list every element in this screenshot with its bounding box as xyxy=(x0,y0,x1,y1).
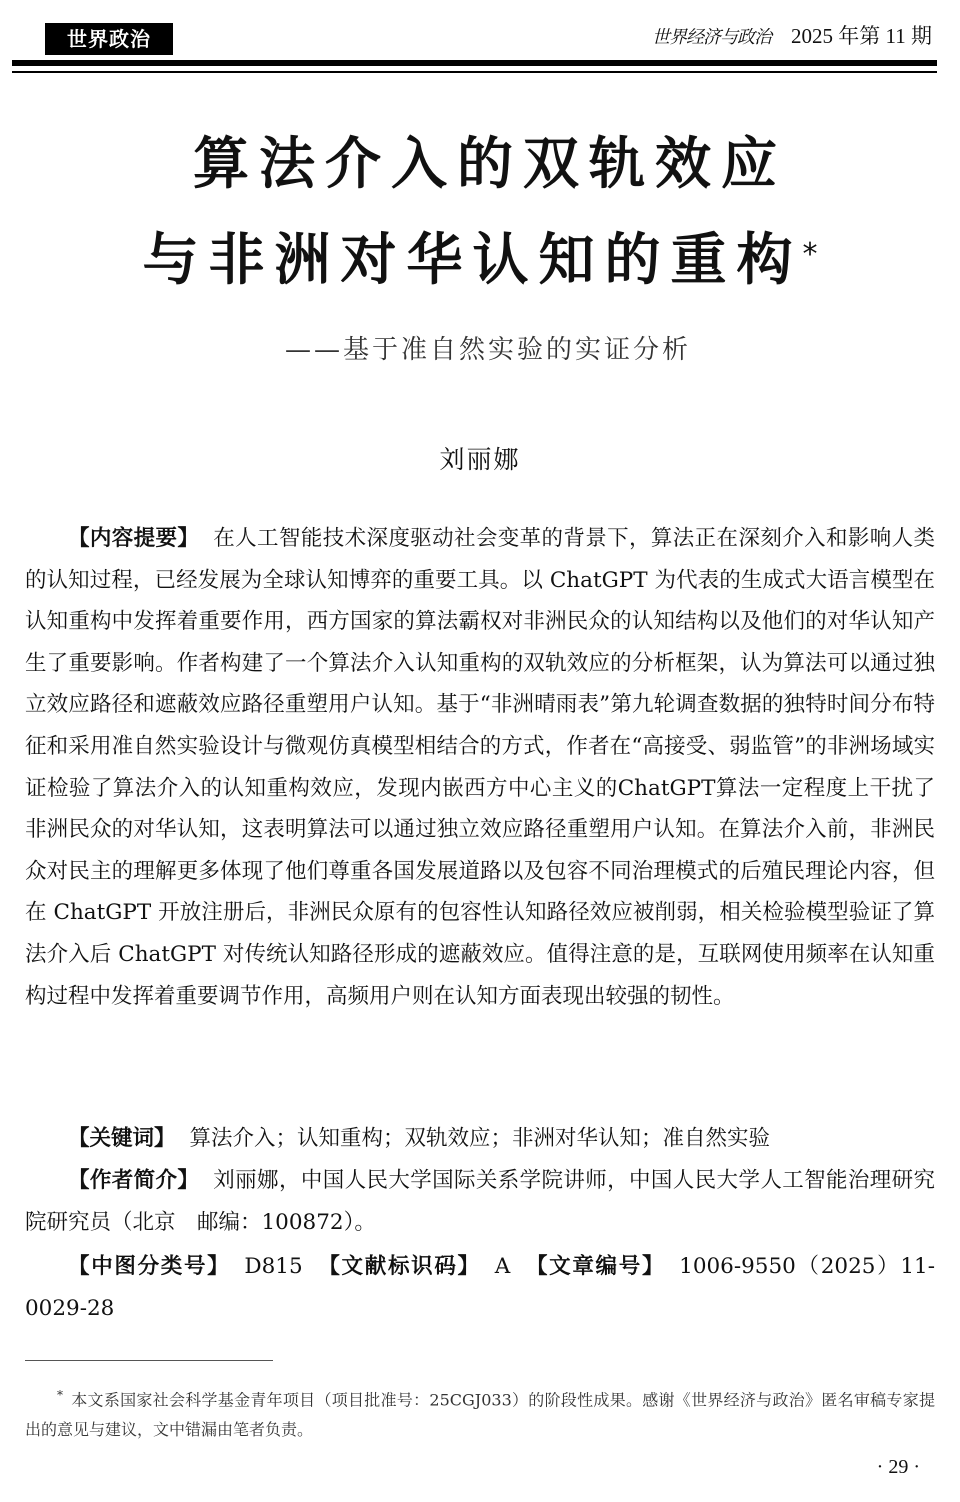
footnote xyxy=(25,1380,935,1445)
author-bio xyxy=(25,1160,935,1243)
title-footnote-mark: * xyxy=(802,237,818,272)
article-subtitle: ——基于准自然实验的实证分析 xyxy=(284,335,691,365)
article-no-value: 1006-9550（2025）11-0029-28 xyxy=(25,1254,935,1321)
keywords-label: 【关键词】 xyxy=(68,1126,176,1151)
author-bio-text: 刘丽娜，中国人民大学国际关系学院讲师，中国人民大学人工智能治理研究院研究员（北京 邮编：100872）。 xyxy=(25,1168,935,1235)
footnote-text: 本文系国家社会科学基金青年项目（项目批准号：25CGJ033）的阶段性成果。感谢《世界经济与政治》匿名审稿专家提出的意见与建议，文中错漏由笔者负责。 xyxy=(25,1390,935,1440)
footnote-mark: * xyxy=(57,1388,63,1402)
keywords-text: 算法介入；认知重构；双轨效应；非洲对华认知；准自然实验 xyxy=(189,1126,771,1151)
classification-info xyxy=(25,1246,935,1329)
article-title-line-1 xyxy=(0,130,960,200)
abstract-label: 【内容提要】 xyxy=(68,526,200,551)
issue-number: 2025 年第 11 期 xyxy=(791,24,932,48)
author-bio-label: 【作者简介】 xyxy=(68,1168,200,1193)
page-number: · 29 · xyxy=(876,1456,920,1478)
doc-code-label: 【文献标识码】 xyxy=(316,1254,481,1279)
abstract-text: 在人工智能技术深度驱动社会变革的背景下，算法正在深刻介入和影响人类的认知过程，已经发展为全球认知博弈的重要工具。以 ChatGPT 为代表的生成式大语言模型在认知重构中发挥着重要作用，西方国家的算法霸权对非洲民众的认知结构以及他们的对华认知产生了重要影响。作者构建了一个算法介入认知重构的双轨效应的分析框架，认为算法可以通过独立效应路径和遮蔽效应路径重塑用户认知。基于“非洲晴雨表”第九轮调查数据的独特时间分布特征和采用准自然实验设计与微观仿真模型相结合的方式，作者在“高接受、弱监管”的非洲场域实证检验了算法介入的认知重构效应，发现内嵌西方中心主义的ChatGPT算法一定程度上干扰了非洲民众的对华认知，这表明算法可以通过独立效应路径重塑用户认知。在算法介入前，非洲民众对民主的理解更多体现了他们尊重各国发展道路以及包容不同治理模式的后殖民理论内容，但在 ChatGPT 开放注册后，非洲民众原有的包容性认知路径效应被削弱，相关检验模型验证了算法介入后 ChatGPT 对传统认知路径形成的遮蔽效应。值得注意的是，互联网使用频率在认知重构过程中发挥着重要调节作用，高频用户则在认知方面表现出较强的韧性。 xyxy=(25,526,935,1009)
title-text-1: 算法介入的双轨效应 xyxy=(193,132,787,197)
journal-header xyxy=(652,20,932,54)
title-text-2: 与非洲对华认知的重构 xyxy=(142,228,803,293)
header-rule-thin xyxy=(12,71,937,73)
doc-code-value: A xyxy=(494,1254,511,1279)
article-title-line-2 xyxy=(0,226,960,296)
section-tag: 世界政治 xyxy=(45,23,173,55)
abstract xyxy=(25,518,935,1017)
footnote-divider xyxy=(25,1360,273,1361)
clc-value: D815 xyxy=(244,1254,303,1279)
header-rule-thick xyxy=(12,60,937,66)
author-name: 刘丽娜 xyxy=(439,445,521,474)
clc-label: 【中图分类号】 xyxy=(68,1254,231,1279)
journal-name: 世界经济与政治 xyxy=(652,27,772,48)
keywords xyxy=(25,1118,935,1160)
article-no-label: 【文章编号】 xyxy=(524,1254,666,1279)
